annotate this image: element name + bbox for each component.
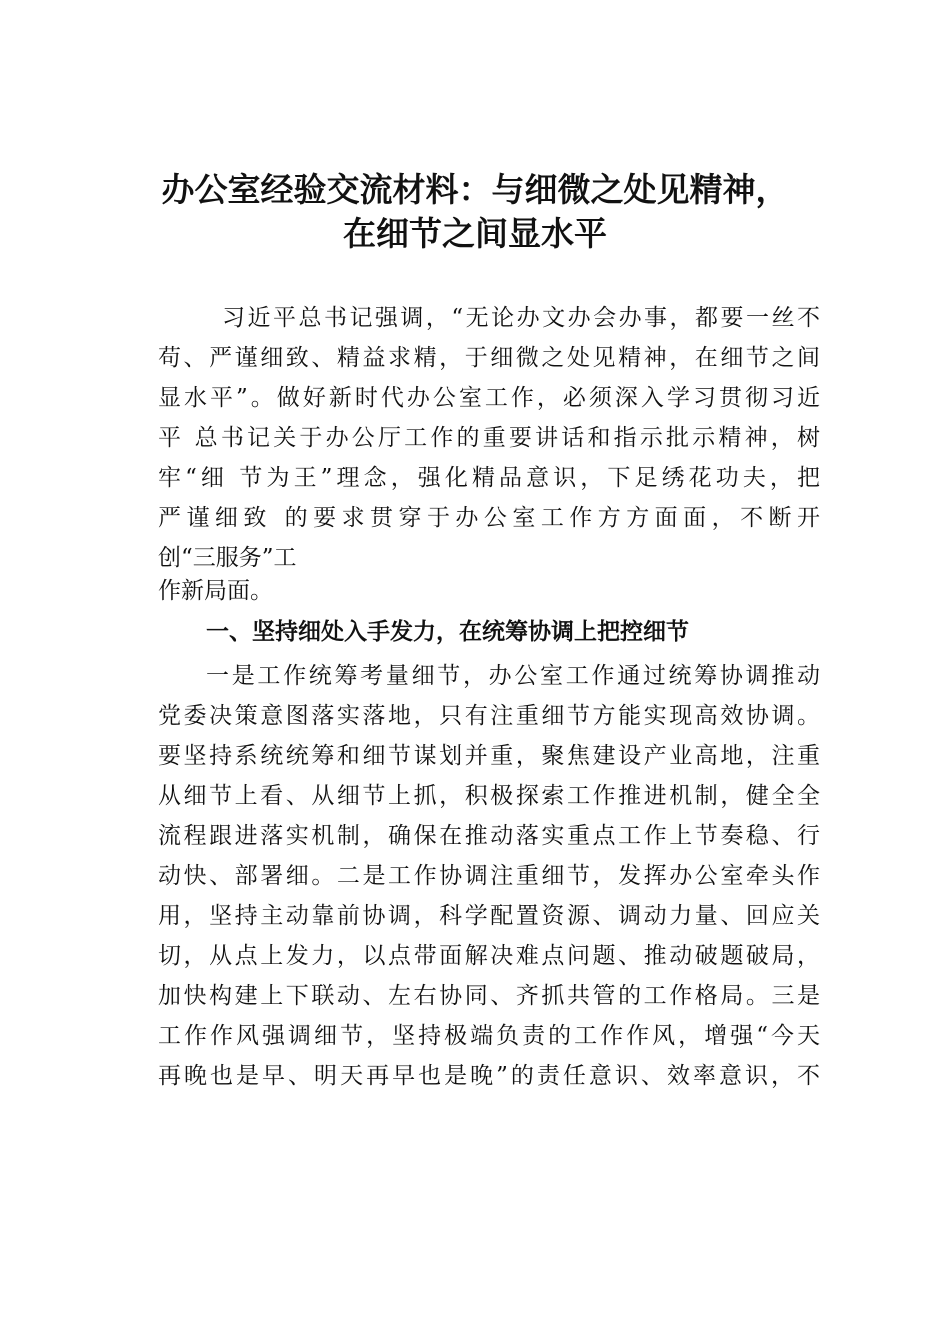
body-line: 流程跟进落实机制，确保在推动落实重点工作上节奏稳、行 <box>158 823 820 849</box>
intro-line: 创“三服务”工 <box>158 545 297 571</box>
intro-line: 平 总书记关于办公厅工作的重要讲话和指示批示精神，树 <box>158 425 820 451</box>
body-line: 一是工作统筹考量细节，办公室工作通过统筹协调推动 <box>206 663 820 689</box>
body-line: 用，坚持主动靠前协调，科学配置资源、调动力量、回应关 <box>158 903 820 929</box>
body-line: 加快构建上下联动、左右协同、齐抓共管的工作格局。三是 <box>158 983 820 1009</box>
intro-line: 显水平”。做好新时代办公室工作，必须深入学习贯彻习近 <box>158 385 820 411</box>
body-line: 动快、部署细。二是工作协调注重细节，发挥办公室牵头作 <box>158 863 820 889</box>
body-line: 要坚持系统统筹和细节谋划并重，聚焦建设产业高地，注重 <box>158 743 820 769</box>
intro-line: 严谨细致 的要求贯穿于办公室工作方方面面，不断开 <box>158 505 820 531</box>
body-line: 再晚也是早、明天再早也是晚”的责任意识、效率意识，不 <box>158 1063 820 1089</box>
body-line: 工作作风强调细节，坚持极端负责的工作作风，增强“今天 <box>158 1023 820 1049</box>
intro-line: 作新局面。 <box>158 578 273 604</box>
intro-line: 苟、严谨细致、精益求精，于细微之处见精神，在细节之间 <box>158 345 820 371</box>
section-heading: 一、坚持细处入手发力，在统筹协调上把控细节 <box>206 619 689 645</box>
intro-line: 牢“细 节为王”理念，强化精品意识，下足绣花功夫，把 <box>158 465 820 491</box>
body-line: 党委决策意图落实落地，只有注重细节方能实现高效协调。 <box>158 703 820 729</box>
body-line: 切，从点上发力，以点带面解决难点问题、推动破题破局， <box>158 943 820 969</box>
document-title-line-1: 办公室经验交流材料：与细微之处见精神， <box>161 170 789 209</box>
body-line: 从细节上看、从细节上抓，积极探索工作推进机制，健全全 <box>158 783 820 809</box>
intro-line: 习近平总书记强调，“无论办文办会办事，都要一丝不 <box>222 305 820 331</box>
document-title-line-2: 在细节之间显水平 <box>343 214 607 253</box>
